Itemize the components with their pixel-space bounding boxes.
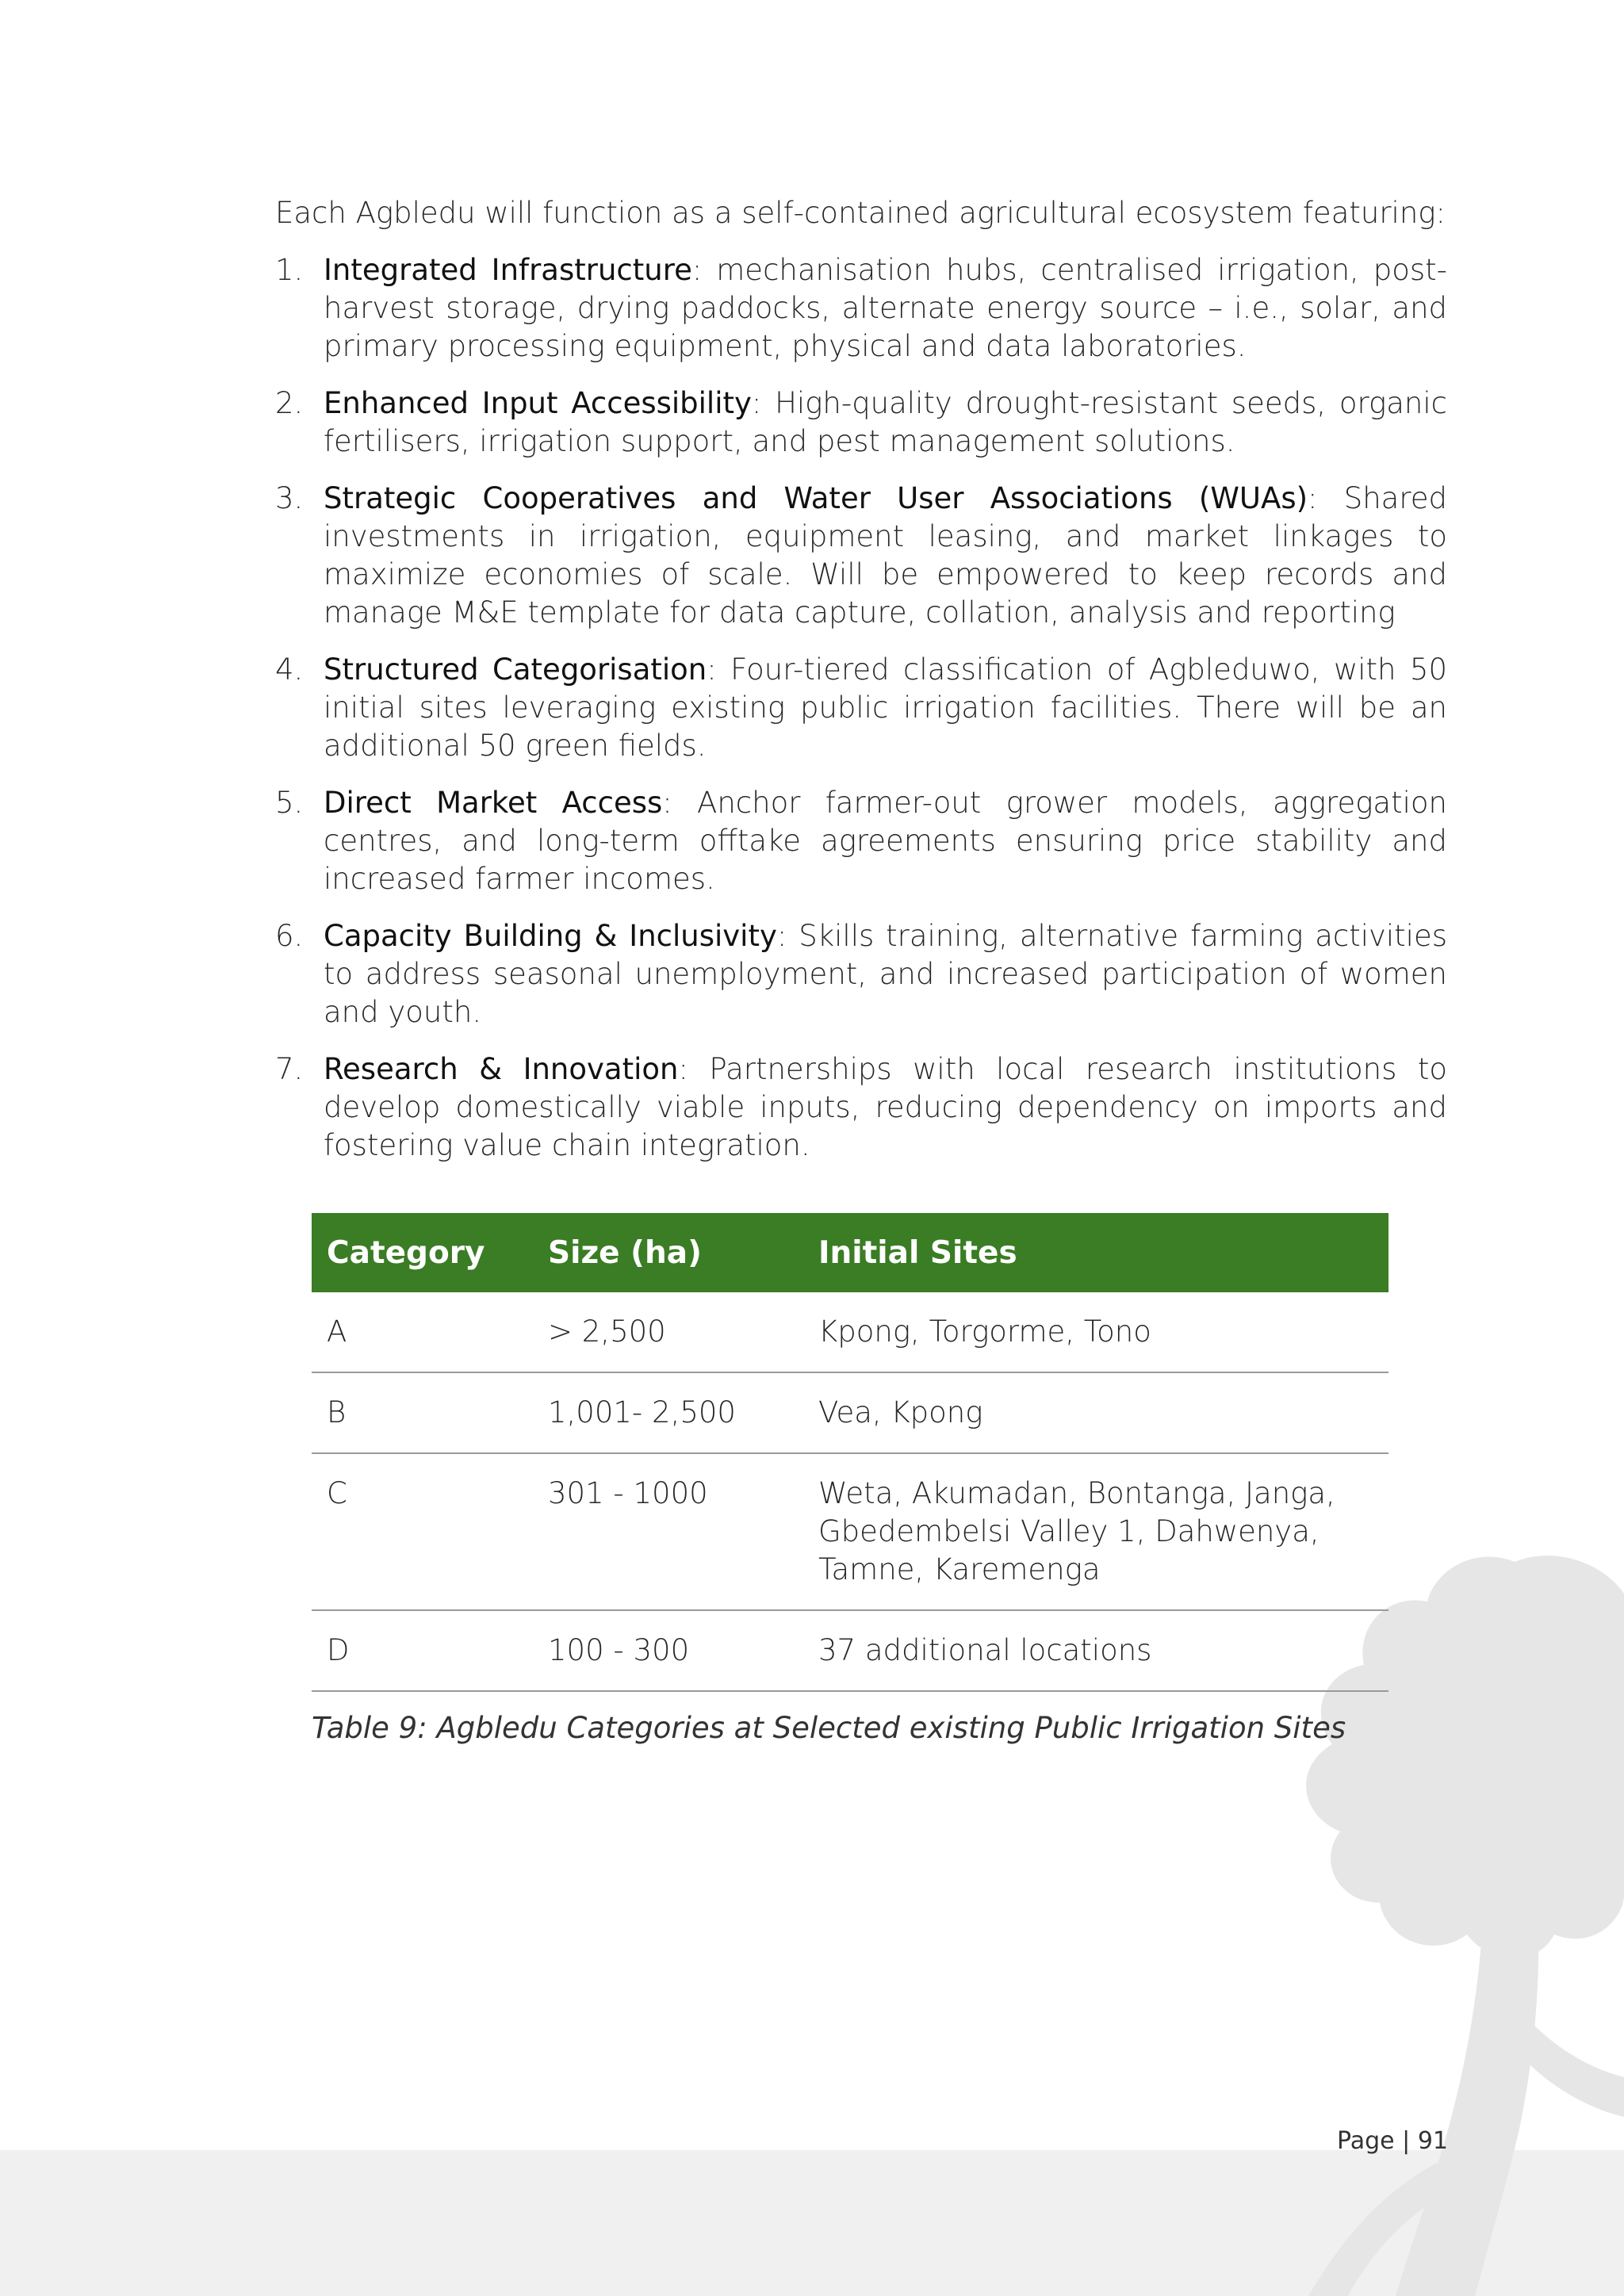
page-label: Page [1336, 2127, 1395, 2155]
column-header-category: Category [312, 1213, 533, 1292]
feature-text: : Partnerships with local research institutions to develop domestically viable inputs, reducing dependency on imports and fostering value chain integration. [324, 1052, 1447, 1162]
feature-title: Capacity Building & Inclusivity [324, 919, 777, 953]
list-number: 4. [275, 652, 304, 687]
table-cell-size: > 2,500 [533, 1292, 803, 1372]
feature-title: Enhanced Input Accessibility [324, 386, 752, 420]
feature-text: : Skills training, alternative farming activities to address seasonal unemployment, and increased participation of women and youth. [324, 919, 1447, 1029]
feature-title: Direct Market Access [324, 786, 663, 820]
table-row [312, 1372, 1388, 1453]
table-cell-category: B [312, 1372, 533, 1453]
feature-title: Strategic Cooperatives and Water User Associations (WUAs) [324, 481, 1308, 515]
column-header-size: Size (ha) [533, 1213, 803, 1292]
table-cell-size: 1,001- 2,500 [533, 1372, 803, 1453]
feature-title: Structured Categorisation [324, 652, 707, 687]
document-body [275, 194, 1447, 1184]
table-cell-sites: Vea, Kpong [803, 1372, 1388, 1453]
list-number: 3. [275, 481, 304, 515]
table-row [312, 1292, 1388, 1372]
table-caption: Table 9: Agbledu Categories at Selected existing Public Irrigation Sites [312, 1711, 1346, 1745]
list-number: 6. [275, 919, 304, 953]
feature-text: : Four-tiered classification of Agbleduwo, with 50 initial sites leveraging existing public irrigation facilities. There will be an additional 50 green fields. [324, 652, 1447, 763]
table-cell-sites: 37 additional locations [803, 1610, 1388, 1691]
list-number: 1. [275, 253, 304, 287]
table-cell-sites: Weta, Akumadan, Bontanga, Janga, Gbedembelsi Valley 1, Dahwenya, Tamne, Karemenga [803, 1453, 1388, 1610]
list-item [275, 251, 1447, 365]
list-item [275, 784, 1447, 898]
table-row [312, 1610, 1388, 1691]
table-cell-category: D [312, 1610, 533, 1691]
table-cell-category: C [312, 1453, 533, 1610]
feature-text: : mechanisation hubs, centralised irrigation, post-harvest storage, drying paddocks, alternate energy source – i.e., solar, and primary processing equipment, physical and data laboratories. [324, 253, 1447, 363]
feature-title: Research & Innovation [324, 1052, 679, 1086]
list-item [275, 917, 1447, 1031]
table-cell-category: A [312, 1292, 533, 1372]
list-item [275, 385, 1447, 461]
list-item [275, 1050, 1447, 1165]
column-header-initial-sites: Initial Sites [803, 1213, 1388, 1292]
table-cell-size: 301 - 1000 [533, 1453, 803, 1610]
page-number [1337, 2127, 1448, 2155]
list-number: 2. [275, 386, 304, 420]
categories-table-section [312, 1213, 1388, 1745]
feature-list [275, 251, 1447, 1165]
feature-text: : Anchor farmer-out grower models, aggregation centres, and long-term offtake agreements ensuring price stability and increased farmer incomes. [324, 786, 1447, 896]
feature-title: Integrated Infrastructure [324, 253, 692, 287]
table-cell-size: 100 - 300 [533, 1610, 803, 1691]
intro-paragraph: Each Agbledu will function as a self-contained agricultural ecosystem featuring: [275, 196, 1446, 230]
categories-table [312, 1213, 1388, 1692]
feature-text: : Shared investments in irrigation, equipment leasing, and market linkages to maximize economies of scale. Will be empowered to keep records and manage M&E template for data capture, collation, analysis and reporting [324, 481, 1447, 629]
list-number: 5. [275, 786, 304, 820]
list-number: 7. [275, 1052, 304, 1086]
table-cell-sites: Kpong, Torgorme, Tono [803, 1292, 1388, 1372]
list-item [275, 480, 1447, 632]
table-row [312, 1453, 1388, 1610]
list-item [275, 651, 1447, 765]
feature-text: : High-quality drought-resistant seeds, organic fertilisers, irrigation support, and pest management solutions. [324, 386, 1447, 458]
page-separator: | [1402, 2127, 1411, 2155]
table-header-row [312, 1213, 1388, 1292]
page-number-value: 91 [1417, 2127, 1448, 2155]
